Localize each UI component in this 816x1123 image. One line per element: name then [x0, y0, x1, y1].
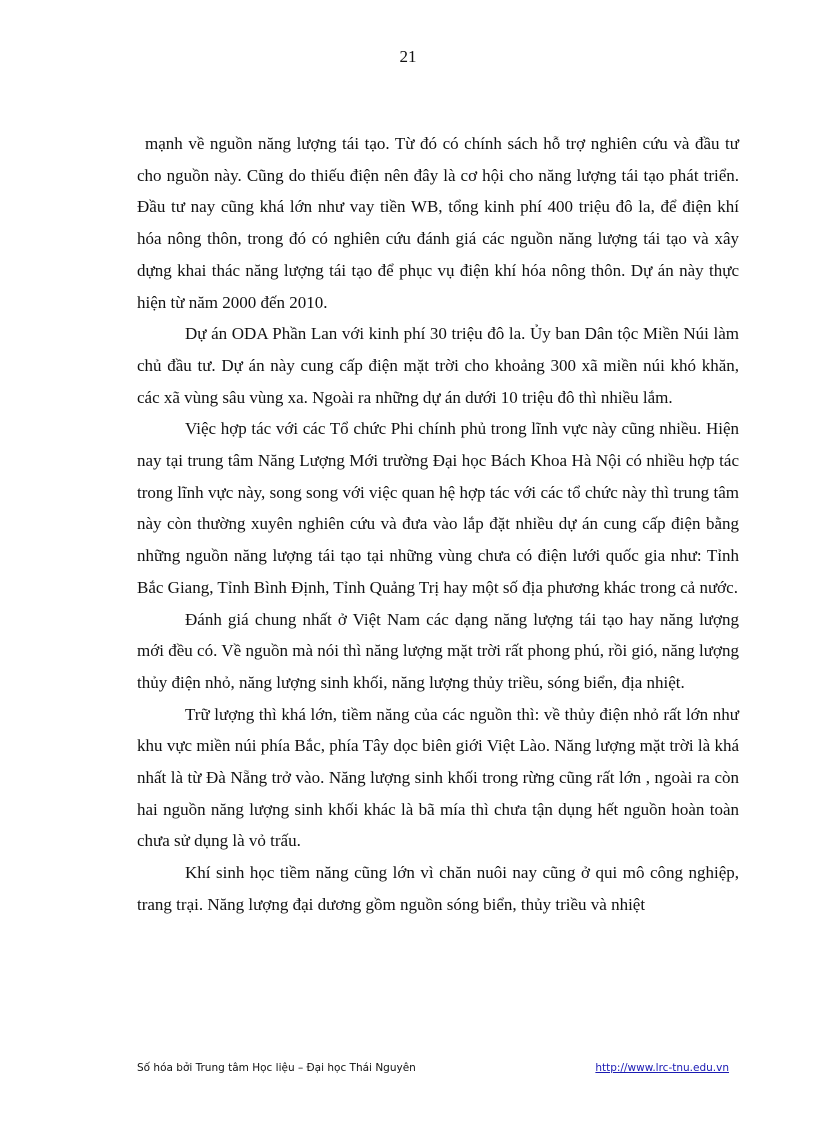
footer-source-text: Số hóa bởi Trung tâm Học liệu – Đại học Thái Nguyên [137, 1062, 416, 1074]
paragraph-6: Khí sinh học tiềm năng cũng lớn vì chăn nuôi nay cũng ở qui mô công nghiệp, trang trại. Năng lượng đại dương gồm nguồn sóng biển, thủy triều và nhiệt [137, 863, 739, 914]
page-number: 21 [399, 47, 417, 66]
document-body [137, 128, 739, 921]
footer-link[interactable]: http://www.lrc-tnu.edu.vn [595, 1062, 729, 1074]
paragraph-5: Trữ lượng thì khá lớn, tiềm năng của các nguồn thì: về thủy điện nhỏ rất lớn như khu vực miền núi phía Bắc, phía Tây dọc biên giới Việt Lào. Năng lượng mặt trời là khá nhất là từ Đà Nẵng trở vào. Năng lượng sinh khối trong rừng cũng rất lớn , ngoài ra còn hai nguồn năng lượng sinh khối khác là bã mía thì chưa tận dụng hết nguồn hoàn toàn chưa sử dụng là vỏ trấu. [137, 704, 739, 851]
paragraph-2: Dự án ODA Phần Lan với kinh phí 30 triệu đô la. Ủy ban Dân tộc Miền Núi làm chủ đầu tư. Dự án này cung cấp điện mặt trời cho khoảng 300 xã miền núi khó khăn, các xã vùng sâu vùng xa. Ngoài ra những dự án dưới 10 triệu đô thì nhiều lắm. [137, 324, 739, 407]
paragraph-1: mạnh về nguồn năng lượng tái tạo. Từ đó có chính sách hỗ trợ nghiên cứu và đầu tư cho nguồn này. Cũng do thiếu điện nên đây là cơ hội cho năng lượng tái tạo phát triển. Đầu tư nay cũng khá lớn như vay tiền WB, tổng kinh phí 400 triệu đô la, để điện khí hóa nông thôn, trong đó có nghiên cứu đánh giá các nguồn năng lượng tái tạo và xây dựng khai thác năng lượng tái tạo để phục vụ điện khí hóa nông thôn. Dự án này thực hiện từ năm 2000 đến 2010. [137, 134, 739, 312]
paragraph-4: Đánh giá chung nhất ở Việt Nam các dạng năng lượng tái tạo hay năng lượng mới đều có. Về nguồn mà nói thì năng lượng mặt trời rất phong phú, rồi gió, năng lượng thủy điện nhỏ, năng lượng sinh khối, năng lượng thủy triều, sóng biển, địa nhiệt. [137, 609, 739, 692]
paragraph-3: Việc hợp tác với các Tổ chức Phi chính phủ trong lĩnh vực này cũng nhiều. Hiện nay tại trung tâm Năng Lượng Mới trường Đại học Bách Khoa Hà Nội có nhiều hợp tác trong lĩnh vực này, song song với việc quan hệ hợp tác với các tổ chức này thì trung tâm này còn thường xuyên nghiên cứu và đưa vào lắp đặt nhiều dự án cung cấp điện bằng những nguồn năng lượng tái tạo tại những vùng chưa có điện lưới quốc gia như: Tỉnh Bắc Giang, Tỉnh Bình Định, Tỉnh Quảng Trị hay một số địa phương khác trong cả nước. [137, 419, 739, 597]
